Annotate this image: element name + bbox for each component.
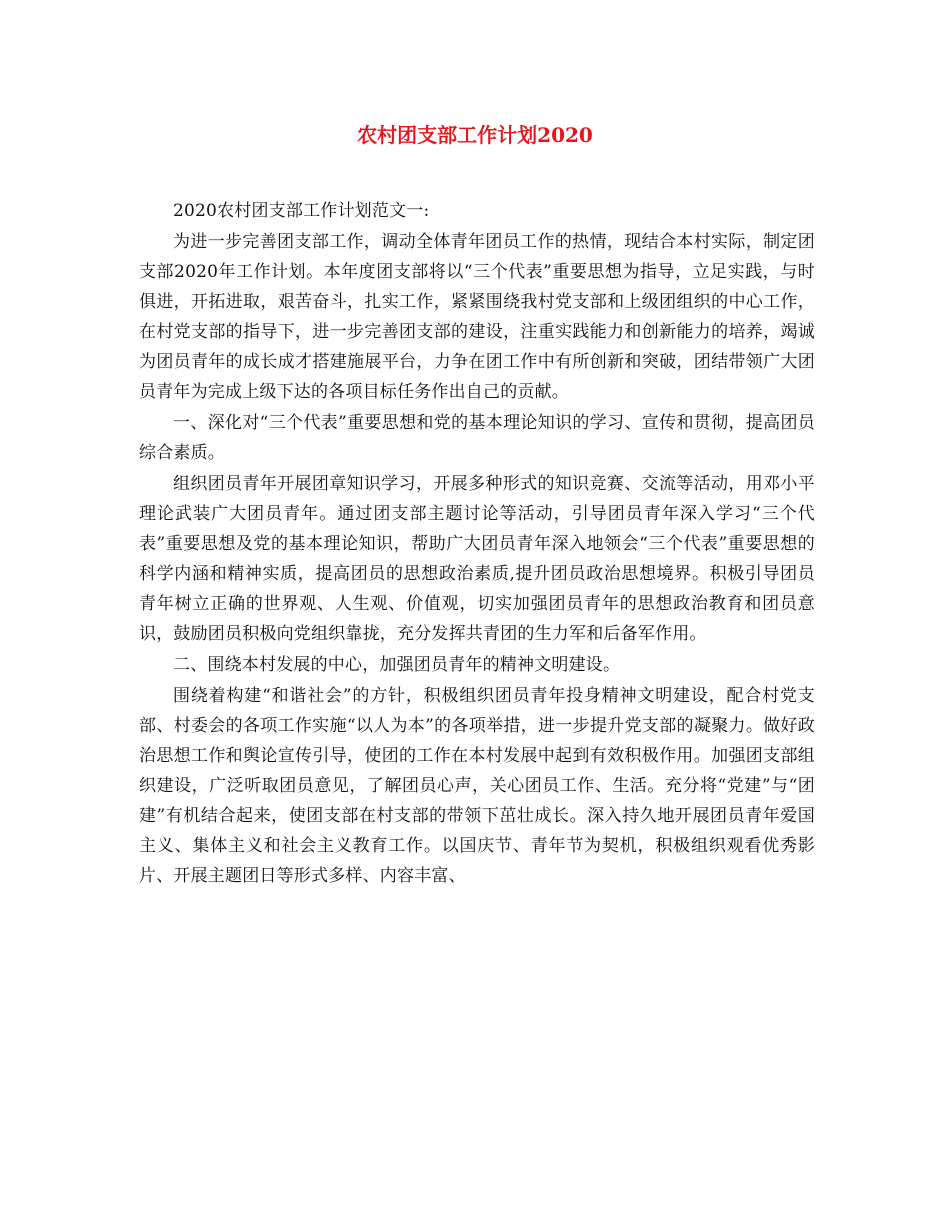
paragraph-section-1: 组织团员青年开展团章知识学习，开展多种形式的知识竞赛、交流等活动，用邓小平理论武装广大团员青年。通过团支部主题讨论等活动，引导团员青年深入学习“三个代表”重要思想及党的基本理论知识，帮助广大团员青年深入地领会“三个代表”重要思想的科学内涵和精神实质，提高团员的思想政治素质,提升团员政治思想境界。积极引导团员青年树立正确的世界观、人生观、价值观，切实加强团员青年的思想政治教育和团员意识，鼓励团员积极向党组织靠拢，充分发挥共青团的生力军和后备军作用。	[139, 474, 815, 644]
paragraph-section-2: 围绕着构建“和谐社会”的方针，积极组织团员青年投身精神文明建设，配合村党支部、村委会的各项工作实施“以人为本”的各项举措，进一步提升党支部的凝聚力。做好政治思想工作和舆论宣传引导，使团的工作在本村发展中起到有效积极作用。加强团支部组织建设，广泛听取团员意见，了解团员心声，关心团员工作、生活。充分将“党建”与“团建”有机结合起来，使团支部在村支部的带领下茁壮成长。深入持久地开展团员青年爱国主义、集体主义和社会主义教育工作。以国庆节、青年节为契机，积极组织观看优秀影片、开展主题团日等形式多样、内容丰富、	[139, 686, 815, 886]
paragraph-intro: 2020农村团支部工作计划范文一:	[173, 201, 430, 221]
document-body	[139, 196, 815, 892]
paragraph-overview: 为进一步完善团支部工作，调动全体青年团员工作的热情，现结合本村实际，制定团支部2020年工作计划。本年度团支部将以“三个代表”重要思想为指导，立足实践，与时俱进，开拓进取，艰苦奋斗，扎实工作，紧紧围绕我村党支部和上级团组织的中心工作，在村党支部的指导下，进一步完善团支部的建设，注重实践能力和创新能力的培养，竭诚为团员青年的成长成才搭建施展平台，力争在团工作中有所创新和突破，团结带领广大团员青年为完成上级下达的各项目标任务作出自己的贡献。	[139, 232, 815, 402]
section-heading-2: 二、围绕本村发展的中心，加强团员青年的精神文明建设。	[173, 655, 621, 675]
document-title: 农村团支部工作计划2020	[357, 123, 593, 147]
section-heading-1: 一、深化对“三个代表”重要思想和党的基本理论知识的学习、宣传和贯彻，提高团员综合素质。	[139, 413, 815, 463]
